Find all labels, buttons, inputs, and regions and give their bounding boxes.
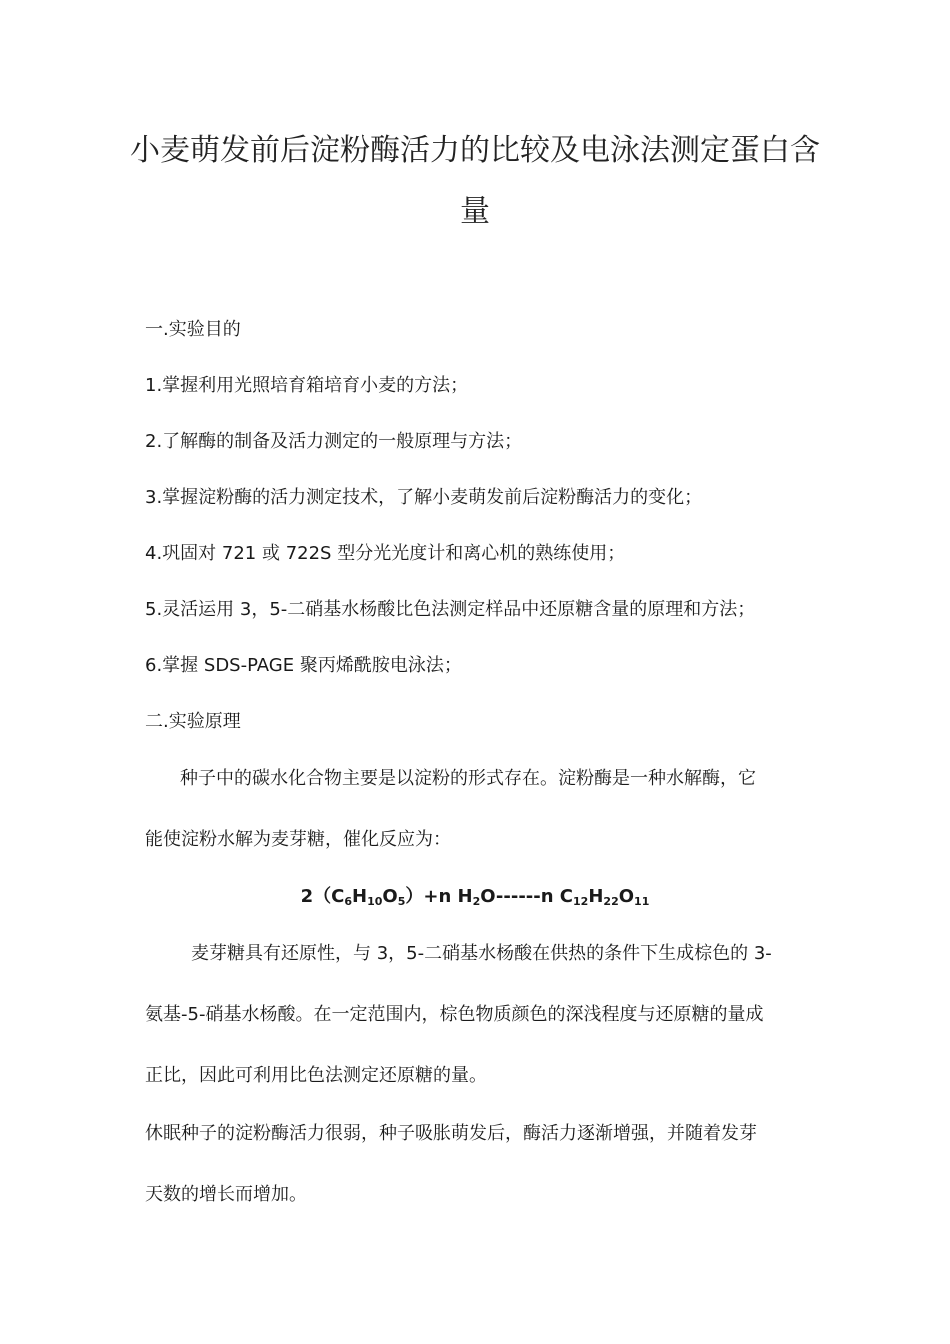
- paragraph-line: 休眠种子的淀粉酶活力很弱，种子吸胀萌发后，酶活力逐渐增强，并随着发芽: [145, 1123, 757, 1144]
- paragraph-line: 正比，因此可利用比色法测定还原糖的量。: [145, 1065, 487, 1086]
- objective-item: 5.灵活运用 3，5-二硝基水杨酸比色法测定样品中还原糖含量的原理和方法；: [145, 599, 756, 620]
- paragraph-line: 天数的增长而增加。: [145, 1184, 307, 1205]
- objective-item: 1.掌握利用光照培育箱培育小麦的方法；: [145, 375, 469, 396]
- paragraph-line: 种子中的碳水化合物主要是以淀粉的形式存在。淀粉酶是一种水解酶，它: [180, 768, 756, 789]
- paragraph-line: 麦芽糖具有还原性，与 3，5-二硝基水杨酸在供热的条件下生成棕色的 3-: [191, 943, 772, 964]
- objective-item: 6.掌握 SDS-PAGE 聚丙烯酰胺电泳法；: [145, 655, 462, 676]
- paragraph-line: 氨基-5-硝基水杨酸。在一定范围内，棕色物质颜色的深浅程度与还原糖的量成: [145, 1004, 764, 1025]
- reaction-formula: $2(C_6H_{10}O_5)+n$ $H_2O------n$ $C_{12}H_{22}O_{11}$: [300, 886, 650, 908]
- section-heading-objectives: 一.实验目的: [145, 319, 241, 340]
- objective-item: 3.掌握淀粉酶的活力测定技术，了解小麦萌发前后淀粉酶活力的变化；: [145, 487, 703, 508]
- document-title-line-2: 量: [460, 194, 490, 229]
- document-title-line-1: 小麦萌发前后淀粉酶活力的比较及电泳法测定蛋白含: [130, 133, 820, 168]
- section-heading-principle: 二.实验原理: [145, 711, 241, 732]
- objective-item: 2.了解酶的制备及活力测定的一般原理与方法；: [145, 431, 523, 452]
- paragraph-line: 能使淀粉水解为麦芽糖，催化反应为：: [145, 829, 451, 850]
- objective-item: 4.巩固对 721 或 722S 型分光光度计和离心机的熟练使用；: [145, 543, 626, 564]
